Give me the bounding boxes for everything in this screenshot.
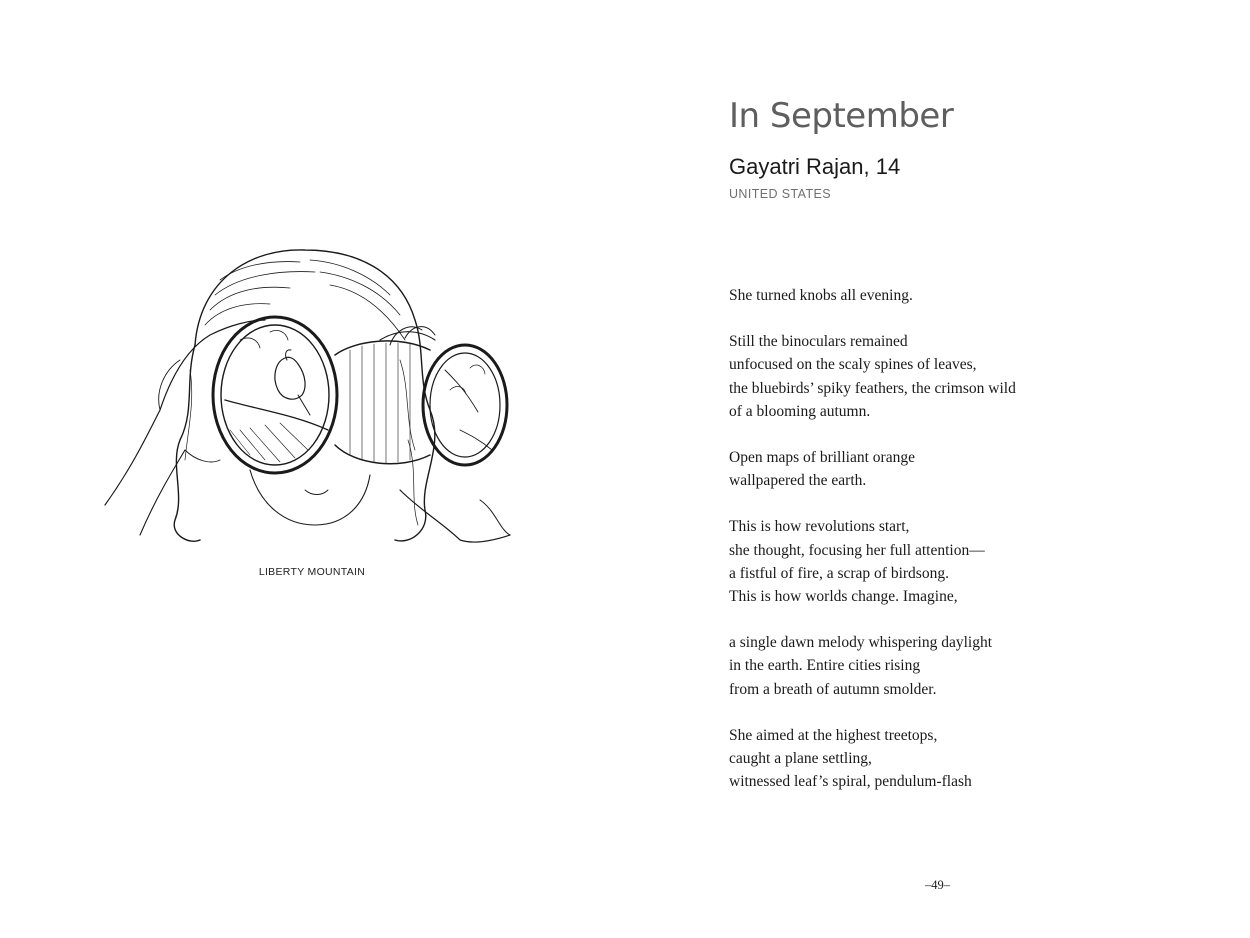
poem-line: witnessed leaf’s spiral, pendulum-flash (729, 773, 972, 791)
stanza (729, 724, 1169, 794)
poem-line: of a blooming autumn. (729, 402, 871, 420)
poem-line: caught a plane settling, (729, 750, 872, 768)
poem-line: She aimed at the highest treetops, (729, 726, 938, 744)
poem-line: she thought, focusing her full attention— (729, 541, 985, 559)
stanza (729, 631, 1169, 701)
poem-author: Gayatri Rajan, 14 (729, 154, 901, 179)
poem-line: Still the binoculars remained (729, 333, 908, 351)
stanza (729, 330, 1169, 423)
poem-line: the bluebirds’ spiky feathers, the crimson wild (729, 379, 1016, 397)
author-country: UNITED STATES (729, 187, 831, 201)
poem-line: a fistful of fire, a scrap of birdsong. (729, 564, 949, 582)
poem-line: This is how worlds change. Imagine, (729, 588, 958, 606)
poem-title: In September (729, 96, 954, 136)
stanza (729, 515, 1169, 608)
illustration-caption: LIBERTY MOUNTAIN (258, 566, 366, 578)
binoculars-person-icon (100, 240, 525, 560)
stanza (729, 284, 1169, 307)
poem-line: Open maps of brilliant orange (729, 449, 915, 467)
poem-line: a single dawn melody whispering daylight (729, 634, 993, 652)
page-number: –49– (925, 878, 950, 892)
poem-body (729, 284, 1169, 816)
poem-line: This is how revolutions start, (729, 518, 910, 536)
stanza (729, 446, 1169, 492)
poem-line: unfocused on the scaly spines of leaves, (729, 356, 977, 374)
poem-line: wallpapered the earth. (729, 472, 867, 490)
poem-line: from a breath of autumn smolder. (729, 680, 937, 698)
poem-line: in the earth. Entire cities rising (729, 657, 921, 675)
poem-line: She turned knobs all evening. (729, 287, 913, 304)
binoculars-illustration (100, 240, 525, 560)
